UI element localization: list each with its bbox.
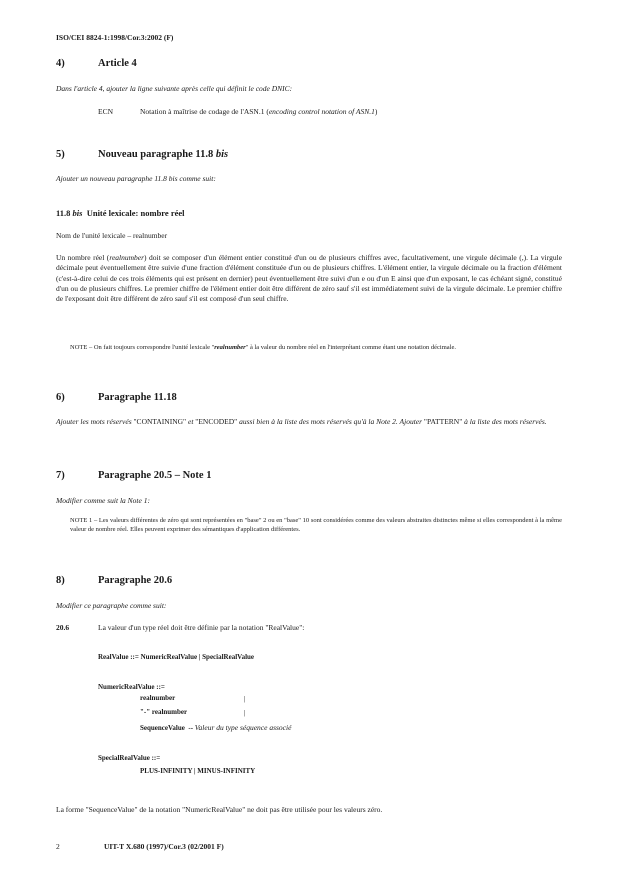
section-5-heading — [56, 149, 556, 163]
code-bar: | — [244, 694, 246, 703]
section-title: Article 4 — [98, 58, 137, 69]
code-neg-realnumber: "-" realnumber — [140, 708, 188, 716]
ecn-definition: Notation à maîtrise de codage de l'ASN.1 (encoding control notation of ASN.1) — [140, 107, 378, 116]
section-title: Paragraphe 11.18 — [98, 392, 177, 403]
section-7-heading — [56, 470, 556, 484]
ecn-line — [98, 107, 378, 116]
instruction: Dans l'article 4, ajouter la ligne suivante après celle qui définit le code DNIC: — [56, 84, 293, 93]
section-title: Paragraphe 20.5 – Note 1 — [98, 470, 212, 481]
section-title: Nouveau paragraphe 11.8 bis — [98, 149, 229, 160]
code-numericrealvalue: NumericRealValue ::= — [98, 683, 165, 691]
code-realnumber: realnumber — [140, 694, 176, 702]
instruction: Ajouter les mots réservés "CONTAINING" et "ENCODED" aussi bien à la liste des mots réservés qu'à la Note 2. Ajouter "PATTERN" à la liste des mots réservés. — [56, 417, 547, 426]
running-header: ISO/CEI 8824-1:1998/Cor.3:2002 (F) — [56, 33, 174, 42]
section-title: Paragraphe 20.6 — [98, 575, 173, 586]
section-4-heading — [56, 58, 556, 72]
realnumber-paragraph: Un nombre réel (realnumber) doit se composer d'un élément entier constitué d'un ou de plusieurs chiffres avec, facultativement, une virgule décimale (,). La virgule décimale peut éventuellement être suivie d'une fraction d'élément constituée d'un ou de plusieurs chiffres. L'élément entier, la virgule décimale ou la fraction d'élément (c'est-à-dire celui de ces trois éléments qui est présent en dernier) peut éventuellement être suivi d'un e ou d'un E ainsi que d'un exposant, le cas échéant signé, constitué d'un ou de plusieurs chiffres. Le premier chiffre de l'élément entier doit être différent de zéro sauf s'il est immédiatement suivi de la virgule décimale. Le premier chiffre de l'exposant doit être différent de zéro sauf s'il est composé d'un seul chiffre. — [56, 253, 562, 304]
clause-line — [56, 623, 305, 632]
section-number: 4) — [56, 58, 65, 69]
section-number: 8) — [56, 575, 65, 586]
lexical-name-line: Nom de l'unité lexicale – realnumber — [56, 231, 168, 240]
instruction: Modifier comme suit la Note 1: — [56, 496, 150, 505]
code-bar: | — [244, 708, 246, 717]
instruction: Ajouter un nouveau paragraphe 11.8 bis comme suit: — [56, 174, 216, 183]
code-specialrealvalue: SpecialRealValue ::= — [98, 754, 161, 762]
section-number: 6) — [56, 392, 65, 403]
section-number: 7) — [56, 470, 65, 481]
code-infinity: PLUS-INFINITY | MINUS-INFINITY — [140, 767, 256, 775]
subclause-heading: 11.8 bis Unité lexicale: nombre réel — [56, 208, 185, 218]
code-realvalue: RealValue ::= NumericRealValue | SpecialRealValue — [98, 653, 255, 661]
code-sequencevalue: SequenceValue -- Valeur du type séquence associé — [140, 723, 292, 732]
clause-text: La valeur d'un type réel doit être définie par la notation "RealValue": — [98, 623, 305, 632]
clause-number: 20.6 — [56, 623, 70, 632]
final-sentence: La forme "SequenceValue" de la notation "NumericRealValue" ne doit pas être utilisée pour les valeurs zéro. — [56, 805, 383, 814]
ecn-abbr: ECN — [98, 107, 113, 116]
footer-reference: UIT-T X.680 (1997)/Cor.3 (02/2001 F) — [104, 842, 224, 851]
section-number: 5) — [56, 149, 65, 160]
note: NOTE 1 – Les valeurs différentes de zéro qui sont représentées en "base" 2 ou en "base" 10 sont considérées comme des valeurs abstraites distinctes même si elles correspondent à la même valeur de nombre réel. Elles peuvent exprimer des sémantiques d'application différentes. — [70, 517, 562, 533]
page-number: 2 — [56, 842, 60, 851]
note: NOTE – On fait toujours correspondre l'unité lexicale "realnumber" à la valeur du nombre réel en l'interprétant comme étant une notation décimale. — [70, 344, 456, 351]
section-6-heading — [56, 392, 556, 406]
section-8-heading — [56, 575, 556, 589]
instruction: Modifier ce paragraphe comme suit: — [56, 601, 167, 610]
